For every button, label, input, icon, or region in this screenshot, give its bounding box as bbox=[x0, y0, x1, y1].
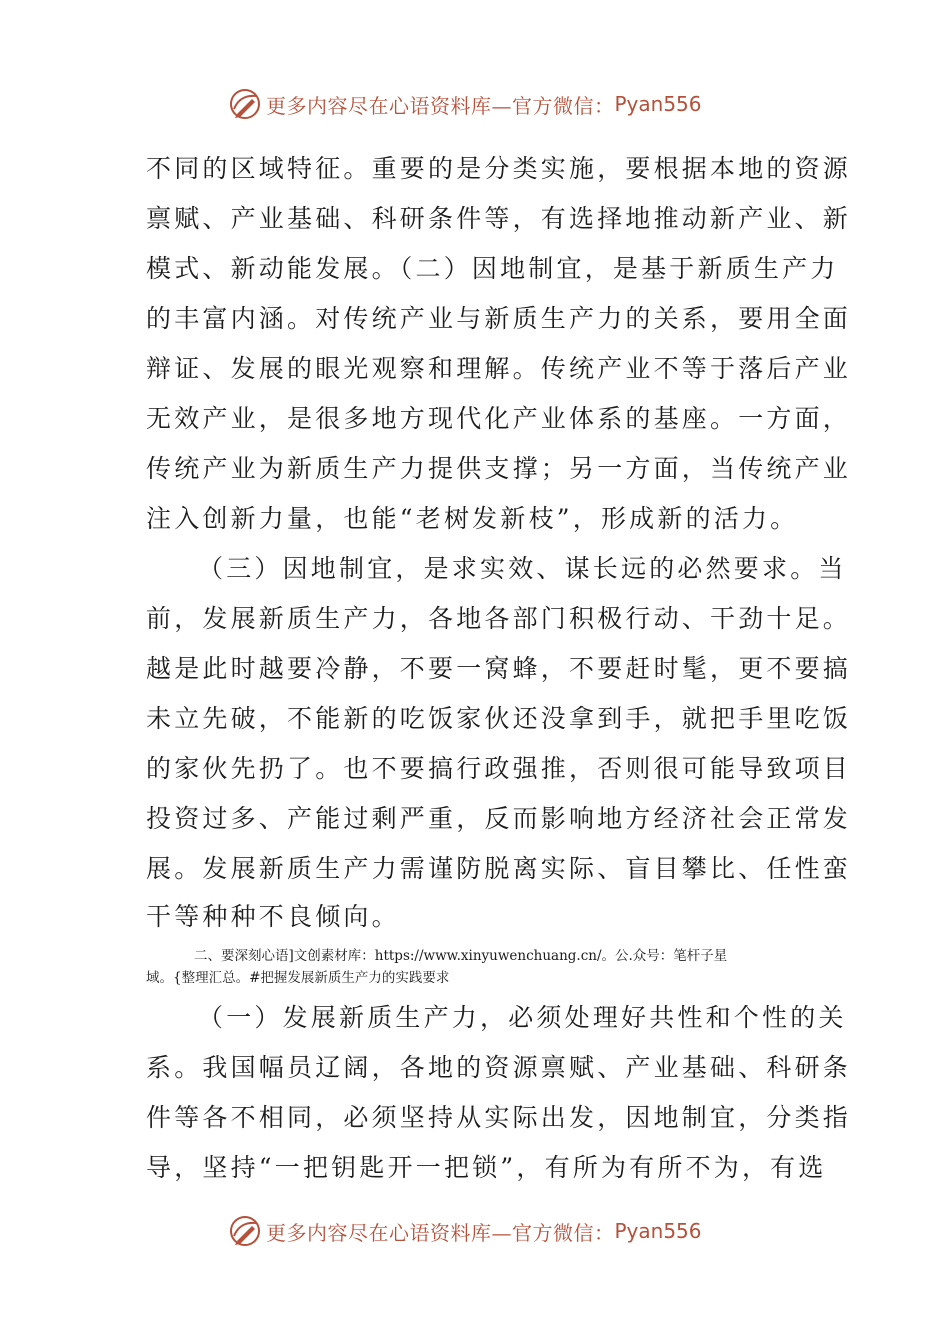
body-line: 越是此时越要冷静，不要一窝蜂，不要赶时髦，更不要搞 bbox=[146, 654, 852, 683]
body-line: 系。我国幅员辽阔，各地的资源禀赋、产业基础、科研条 bbox=[146, 1053, 852, 1082]
body-line: 件等各不相同，必须坚持从实际出发，因地制宜，分类指 bbox=[146, 1103, 852, 1132]
paragraph-start-line: （三）因地制宜，是求实效、谋长远的必然要求。当 bbox=[198, 554, 847, 583]
section-heading-line: 域。{整理汇总。#把握发展新质生产力的实践要求 bbox=[146, 970, 450, 986]
body-line: 无效产业，是很多地方现代化产业体系的基座。一方面， bbox=[146, 404, 852, 433]
header-banner bbox=[228, 86, 702, 122]
footer-banner-text: 更多内容尽在心语资料库—官方微信： bbox=[266, 1220, 615, 1245]
body-line: 模式、新动能发展。（二）因地制宜，是基于新质生产力 bbox=[146, 254, 839, 283]
body-line: 前，发展新质生产力，各地各部门积极行动、干劲十足。 bbox=[146, 604, 852, 633]
body-line: 的家伙先扔了。也不要搞行政强推，否则很可能导致项目 bbox=[146, 754, 852, 783]
section-heading-line: 二、要深刻心语]文创素材库：https://www.xinyuwenchuang.cn/。公.众号：笔杆子星 bbox=[194, 948, 728, 964]
footer-wechat-id: Pyan556 bbox=[614, 1219, 702, 1243]
paragraph-start-line: （一）发展新质生产力，必须处理好共性和个性的关 bbox=[198, 1003, 847, 1032]
body-line: 注入创新力量，也能“老树发新枝”，形成新的活力。 bbox=[146, 504, 799, 533]
body-line: 的丰富内涵。对传统产业与新质生产力的关系，要用全面 bbox=[146, 304, 852, 333]
body-line: 未立先破，不能新的吃饭家伙还没拿到手，就把手里吃饭 bbox=[146, 704, 852, 733]
header-wechat-id: Pyan556 bbox=[614, 92, 702, 116]
pen-logo-icon bbox=[228, 87, 262, 121]
body-line: 导，坚持“一把钥匙开一把锁”，有所为有所不为，有选 bbox=[146, 1153, 827, 1182]
body-line: 投资过多、产能过剩严重，反而影响地方经济社会正常发 bbox=[146, 804, 852, 833]
pen-logo-icon bbox=[228, 1214, 262, 1248]
header-banner-text: 更多内容尽在心语资料库—官方微信： bbox=[266, 93, 615, 118]
footer-banner bbox=[228, 1213, 702, 1249]
body-line: 不同的区域特征。重要的是分类实施，要根据本地的资源 bbox=[146, 154, 852, 183]
body-line: 展。发展新质生产力需谨防脱离实际、盲目攀比、任性蛮 bbox=[146, 854, 852, 883]
body-line: 传统产业为新质生产力提供支撑；另一方面，当传统产业 bbox=[146, 454, 852, 483]
body-line: 辩证、发展的眼光观察和理解。传统产业不等于落后产业 bbox=[146, 354, 852, 383]
body-line: 禀赋、产业基础、科研条件等，有选择地推动新产业、新 bbox=[146, 204, 852, 233]
body-line: 干等种种不良倾向。 bbox=[146, 902, 400, 931]
